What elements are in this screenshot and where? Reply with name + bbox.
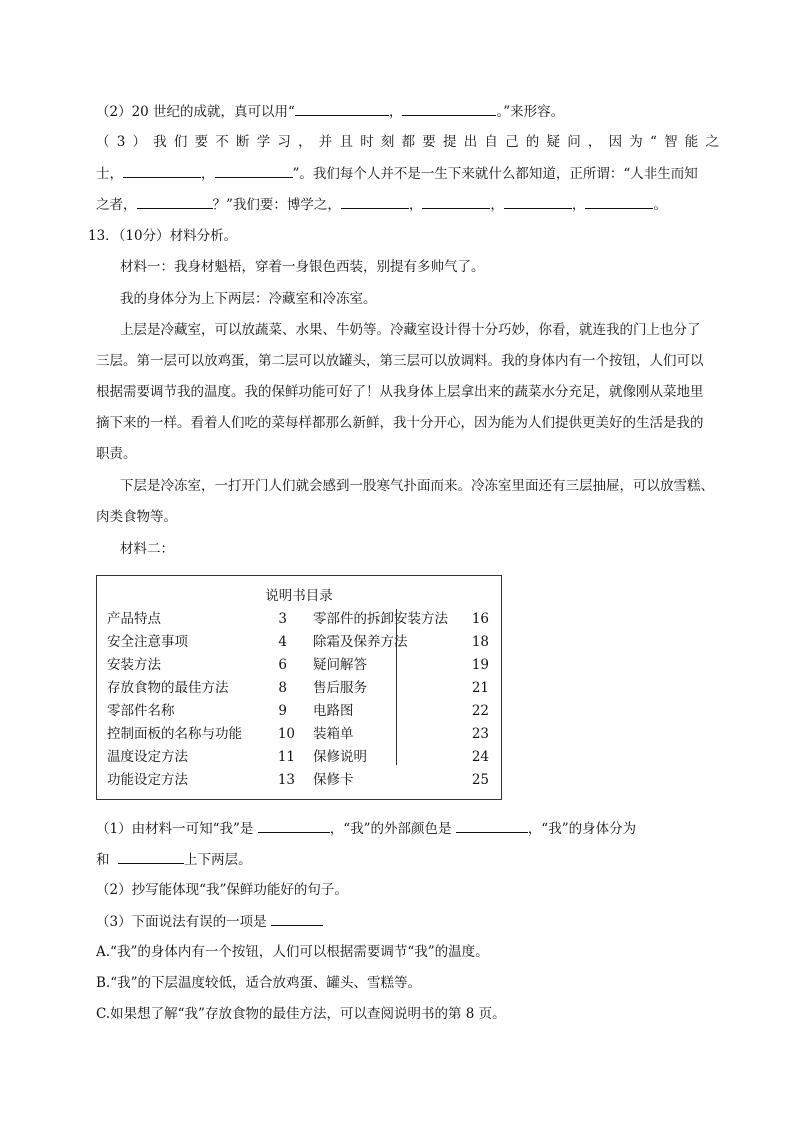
- comma: ，: [490, 197, 504, 213]
- toc-entry-page: 6: [278, 657, 287, 673]
- option-a[interactable]: A.“我”的身体内有一个按钮，人们可以根据需要调节“我”的温度。: [96, 944, 489, 960]
- subquestion-text: ，“我”的外部颜色是: [329, 821, 452, 837]
- q12-item3-text: ？”我们要：博学之，: [212, 197, 341, 213]
- material-two-label: 材料二：: [120, 541, 174, 557]
- toc-entry-label: 电路图: [313, 703, 354, 719]
- answer-blank[interactable]: [402, 101, 496, 116]
- toc-entry: [107, 724, 295, 744]
- toc-entry-page: 22: [471, 703, 489, 719]
- paragraph-line: 摘下来的一样。看着人们吃的菜每样都那么新鲜，我十分开心，因为能为人们提供更美好的生活是我的: [96, 415, 704, 431]
- toc-entry-page: 13: [277, 772, 295, 788]
- toc-entry: [107, 770, 295, 790]
- option-b[interactable]: B.“我”的下层温度较低，适合放鸡蛋、罐头、雪糕等。: [96, 975, 422, 991]
- q12-item2-sep: ，: [388, 104, 403, 120]
- toc-entry: [313, 609, 489, 629]
- q12-item3-line1: （3）我们要不断学习，并且时刻都要提出自己的疑问，因为“智能之: [96, 134, 727, 150]
- answer-blank[interactable]: [585, 194, 653, 209]
- answer-blank[interactable]: [123, 163, 201, 178]
- answer-blank[interactable]: [118, 849, 184, 864]
- comma: ，: [408, 197, 423, 213]
- answer-blank[interactable]: [456, 818, 528, 833]
- toc-entry: [107, 701, 287, 721]
- toc-entry-page: 9: [278, 703, 287, 719]
- toc-entry-page: 4: [278, 634, 287, 650]
- subquestion-2: （2）抄写能体现“我”保鲜功能好的句子。: [96, 882, 348, 898]
- paragraph-line: 三层。第一层可以放鸡蛋，第二层可以放罐头，第三层可以放调料。我的身体内有一个按钮，人们可以: [96, 353, 704, 369]
- toc-entry: [107, 747, 295, 767]
- paragraph-line: 下层是冷冻室，一打开门人们就会感到一股寒气扑面而来。冷冻室里面还有三层抽屉，可以放雪糕、: [120, 478, 714, 494]
- toc-entry-label: 疑问解答: [313, 657, 367, 673]
- toc-entry-page: 25: [471, 772, 489, 788]
- subquestion-text: （3）下面说法有误的一项是: [96, 914, 267, 930]
- toc-entry: [107, 678, 287, 698]
- subquestion-text: 和: [96, 852, 110, 868]
- q12-item3-text: 士，: [96, 166, 123, 182]
- toc-entry-page: 16: [471, 611, 489, 627]
- toc-entry-label: 存放食物的最佳方法: [107, 680, 229, 696]
- toc-entry: [313, 678, 489, 698]
- subquestion-text: ，“我”的身体分为: [527, 821, 637, 837]
- answer-blank[interactable]: [422, 194, 490, 209]
- toc-entry-label: 产品特点: [107, 611, 161, 627]
- q13-header: 13．（10分）材料分析。: [88, 228, 238, 244]
- paragraph-line: 根据需要调节我的温度。我的保鲜功能可好了！从我身体上层拿出来的蔬菜水分充足，就像刚从菜地里: [96, 384, 704, 400]
- q12-item2-end: 。”来形容。: [496, 104, 565, 120]
- toc-entry-page: 19: [471, 657, 489, 673]
- answer-blank[interactable]: [215, 163, 293, 178]
- paragraph-line: 上层是冷藏室，可以放蔬菜、水果、牛奶等。冷藏室设计得十分巧妙，你看，就连我的门上也分了: [120, 322, 701, 338]
- toc-entry-page: 21: [471, 680, 489, 696]
- answer-blank[interactable]: [271, 911, 323, 926]
- period: 。: [653, 197, 667, 213]
- q12-item2-text: （2）20 世纪的成就，真可以用“: [96, 104, 295, 120]
- material-one-intro: 材料一：我身材魁梧，穿着一身银色西装，别提有多帅气了。: [120, 259, 485, 275]
- answer-blank[interactable]: [137, 194, 213, 209]
- toc-entry-label: 安全注意事项: [107, 634, 188, 650]
- toc-entry-label: 控制面板的名称与功能: [107, 726, 242, 742]
- toc-entry: [313, 701, 489, 721]
- q12-item3-line3: [96, 194, 667, 215]
- answer-blank[interactable]: [295, 101, 389, 116]
- q12-item3-text: ”。我们每个人并不是一生下来就什么都知道，正所谓：“人非生而知: [292, 166, 698, 182]
- toc-entry-label: 装箱单: [313, 726, 354, 742]
- option-c[interactable]: C.如果想了解“我”存放食物的最佳方法，可以查阅说明书的第 8 页。: [96, 1006, 506, 1022]
- subquestion-text: （1）由材料一可知“我”是: [96, 821, 254, 837]
- toc-entry-page: 8: [278, 680, 287, 696]
- paragraph-line: 肉类食物等。: [96, 509, 177, 525]
- toc-entry-page: 11: [277, 749, 295, 765]
- toc-entry-label: 功能设定方法: [107, 772, 188, 788]
- q12-item3-line2: [96, 163, 698, 184]
- answer-blank[interactable]: [258, 818, 330, 833]
- toc-entry: [313, 747, 489, 767]
- q12-item3-text: 之者，: [96, 197, 137, 213]
- toc-entry-page: 10: [277, 726, 295, 742]
- toc-entry-page: 24: [471, 749, 489, 765]
- toc-entry: [313, 724, 489, 744]
- toc-entry-label: 保修说明: [313, 749, 367, 765]
- toc-entry: [313, 632, 489, 652]
- answer-blank[interactable]: [504, 194, 572, 209]
- manual-toc-box: [96, 575, 502, 800]
- toc-entry: [107, 609, 287, 629]
- toc-entry-label: 温度设定方法: [107, 749, 188, 765]
- toc-entry-page: 3: [278, 611, 287, 627]
- toc-entry-label: 安装方法: [107, 657, 161, 673]
- toc-entry-page: 23: [471, 726, 489, 742]
- toc-entry-label: 零部件的拆卸安装方法: [313, 611, 448, 627]
- toc-entry: [313, 770, 489, 790]
- subquestion-text: 上下两层。: [184, 852, 252, 868]
- toc-entry-label: 零部件名称: [107, 703, 175, 719]
- q12-item3-sep: ，: [201, 166, 215, 182]
- subquestion-3: [96, 911, 323, 932]
- comma: ，: [571, 197, 586, 213]
- toc-entry-page: 18: [471, 634, 489, 650]
- answer-blank[interactable]: [341, 194, 409, 209]
- toc-entry-label: 售后服务: [313, 680, 367, 696]
- toc-entry: [107, 655, 287, 675]
- toc-entry: [107, 632, 287, 652]
- material-one-body: 我的身体分为上下两层：冷藏室和冷冻室。: [120, 291, 377, 307]
- toc-entry: [313, 655, 489, 675]
- subquestion-1: [96, 818, 636, 839]
- subquestion-1-cont: [96, 849, 252, 870]
- toc-entry-label: 除霜及保养方法: [313, 634, 408, 650]
- q12-item2: [96, 101, 564, 122]
- toc-entry-label: 保修卡: [313, 772, 354, 788]
- paragraph-line: 职责。: [96, 446, 137, 462]
- toc-title: 说明书目录: [265, 588, 333, 604]
